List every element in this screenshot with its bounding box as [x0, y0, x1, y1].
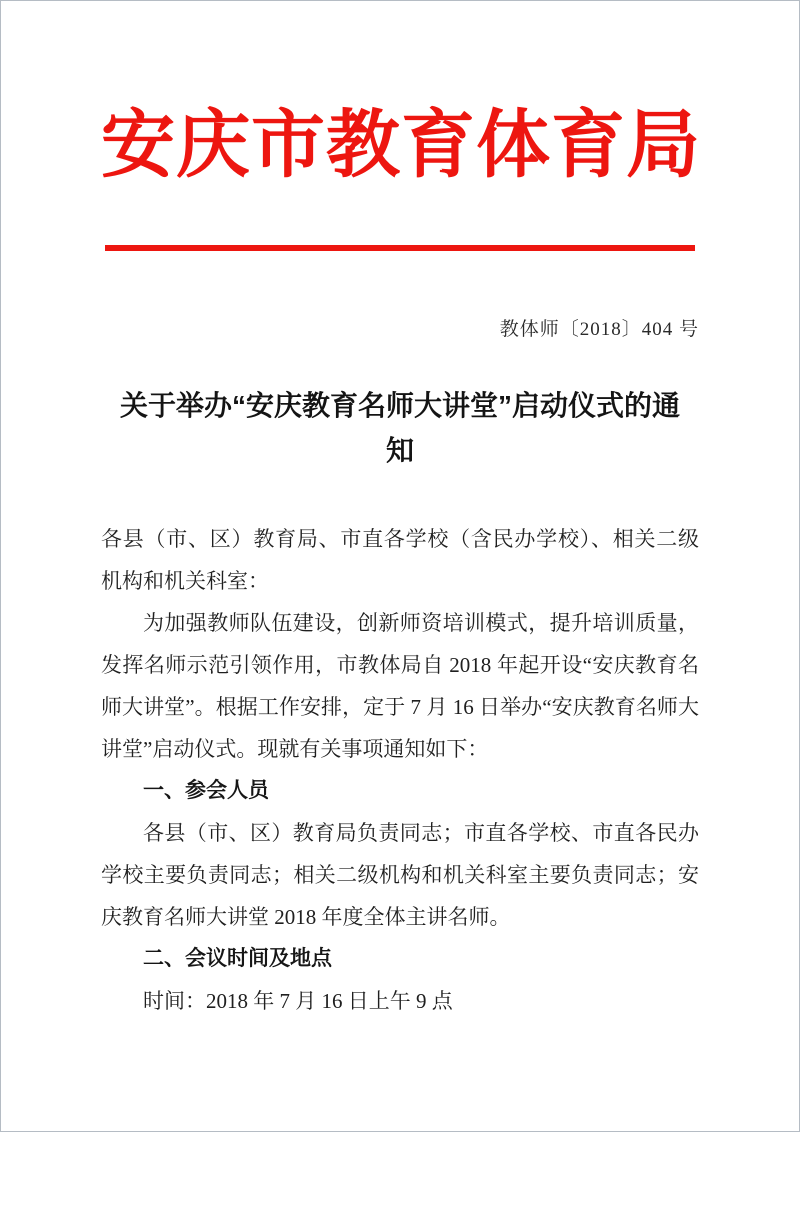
red-divider-line — [105, 245, 695, 251]
body-paragraph: 时间：2018 年 7 月 16 日上午 9 点 — [143, 988, 453, 1013]
agency-name-header: 安庆市教育体育局 — [101, 105, 701, 187]
document-body — [101, 518, 699, 1022]
section-heading-attendees: 一、参会人员 — [143, 778, 269, 802]
body-paragraph: 为加强教师队伍建设，创新师资培训模式，提升培训质量，发挥名师示范引领作用，市教体局自 2018 年起开设“安庆教育名师大讲堂”。根据工作安排，定于 7 月 16 日举办“安庆教育名师大讲堂”启动仪式。现就有关事项通知如下： — [101, 610, 699, 761]
document-title — [101, 383, 699, 473]
document-title-line-2: 知 — [385, 434, 414, 466]
document-page — [1, 97, 799, 1227]
document-number: 教体师〔2018〕404 号 — [499, 318, 699, 340]
section-heading-time-location: 二、会议时间及地点 — [143, 946, 332, 970]
body-paragraph: 各县（市、区）教育局负责同志；市直各学校、市直各民办学校主要负责同志；相关二级机构和机关科室主要负责同志；安庆教育名师大讲堂 2018 年度全体主讲名师。 — [101, 820, 699, 929]
salutation-paragraph: 各县（市、区）教育局、市直各学校（含民办学校）、相关二级机构和机关科室： — [101, 526, 699, 593]
document-title-line-1: 关于举办“安庆教育名师大讲堂”启动仪式的通 — [119, 389, 680, 421]
